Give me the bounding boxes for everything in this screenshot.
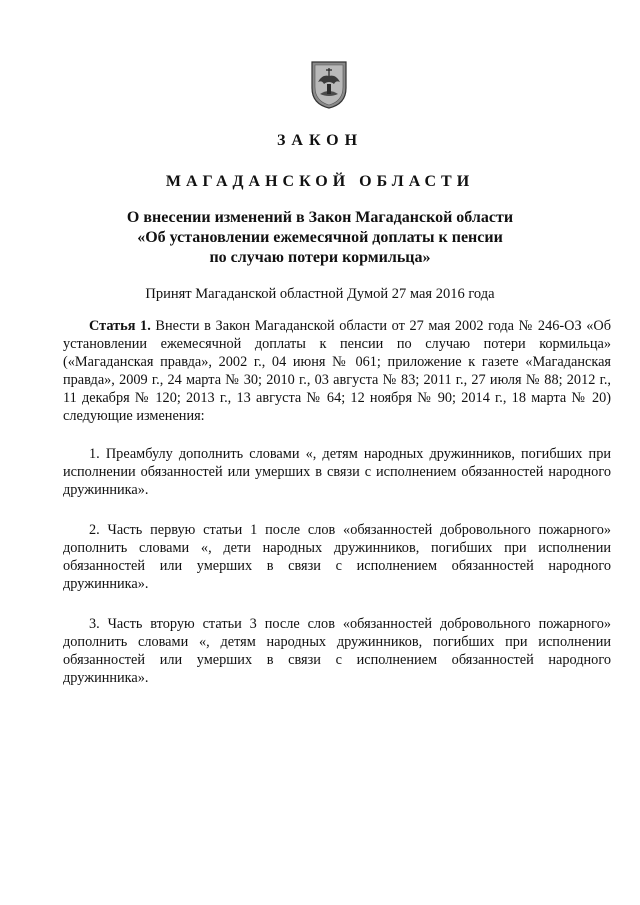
subtitle-line: «Об установлении ежемесячной доплаты к пенсии <box>137 229 503 246</box>
region-heading: МАГАДАНСКОЙ ОБЛАСТИ <box>165 173 475 190</box>
law-heading: ЗАКОН <box>276 132 364 149</box>
law-subtitle <box>0 208 640 268</box>
article-intro: Внести в Закон Магаданской области от 27 мая 2002 года № 246-ОЗ «Об установлении ежемесячной доплаты к пенсии по случаю потери кормильца» («Магаданская правда», 2002 г., 04 июня № 061; приложение к газете «Магаданская правда», 2009 г., 24 марта № 30; 2010 г., 03 августа № 83; 2011 г., 27 июля № 88; 2012 г., 11 декабря № 120; 2013 г., 13 августа № 64; 12 ноября № 90; 2014 г., 18 марта № 20) следующие изменения: <box>63 318 611 424</box>
article-label: Статья 1. <box>89 318 151 334</box>
amendment-item: 3. Часть вторую статьи 3 после слов «обязанностей добровольного пожарного» дополнить словами «, детям народных дружинников, погибших при исполнении обязанностей или умерших в связи с исполнением обязанностей народного дружинника». <box>63 616 611 686</box>
adoption-line: Принят Магаданской областной Думой 27 мая 2016 года <box>145 286 495 302</box>
law-body <box>63 317 611 709</box>
subtitle-line: О внесении изменений в Закон Магаданской области <box>126 209 514 226</box>
amendment-item: 2. Часть первую статьи 1 после слов «обязанностей добровольного пожарного» дополнить словами «, дети народных дружинников, погибших при исполнении обязанностей или умерших в связи с исполнением обязанностей народного дружинника». <box>63 522 611 592</box>
article-1-paragraph <box>63 317 611 425</box>
coat-of-arms-icon <box>310 60 348 110</box>
subtitle-line: по случаю потери кормильца» <box>209 249 431 266</box>
amendment-item: 1. Преамбулу дополнить словами «, детям народных дружинников, погибших при исполнении обязанностей или умерших в связи с исполнением обязанностей народного дружинника». <box>63 446 611 498</box>
